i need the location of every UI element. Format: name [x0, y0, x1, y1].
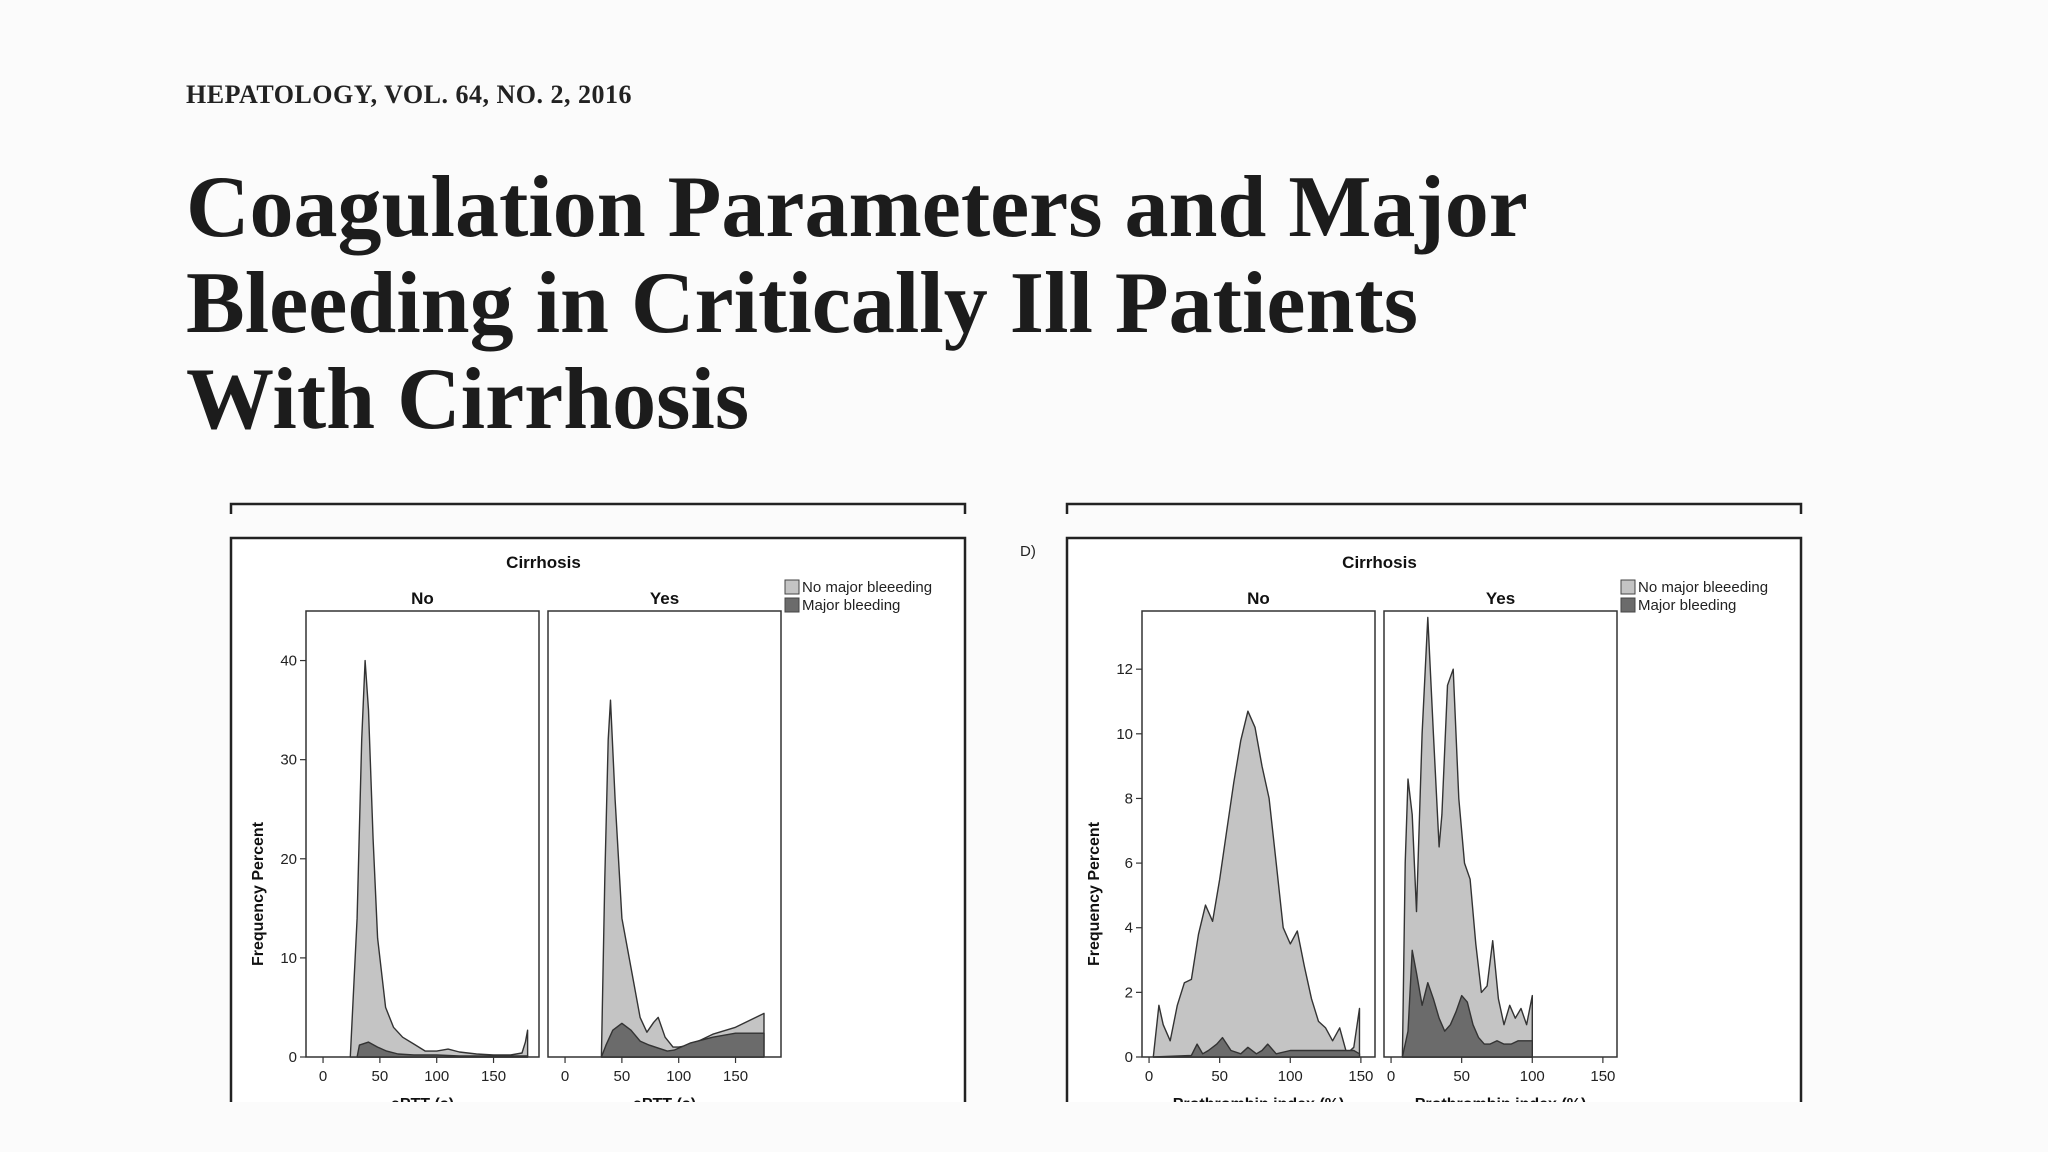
legend-swatch [1621, 598, 1635, 612]
y-tick-label: 10 [1116, 725, 1133, 743]
y-tick-label: 40 [280, 652, 297, 670]
legend-swatch [785, 598, 799, 612]
x-tick-label: 0 [318, 1068, 328, 1085]
x-tick-label: 100 [666, 1068, 692, 1085]
x-tick-label: 0 [1386, 1068, 1396, 1085]
x-tick-label: 50 [1211, 1068, 1229, 1085]
y-tick-label: 0 [288, 1049, 297, 1066]
facet-label: No [1247, 589, 1270, 608]
x-tick-label: 0 [1144, 1068, 1154, 1085]
x-tick-label: 50 [1453, 1068, 1471, 1085]
journal-header: HEPATOLOGY, VOL. 64, NO. 2, 2016 [186, 80, 632, 109]
x-tick-label: 100 [1277, 1068, 1303, 1085]
y-axis-label: Frequency Percent [250, 821, 267, 967]
facet-title: Cirrhosis [506, 553, 581, 572]
x-tick-label: 50 [613, 1068, 631, 1085]
title-line: Coagulation Parameters and Major [186, 159, 1528, 256]
figure-bracket [231, 504, 965, 514]
panel-label: D) [1020, 543, 1036, 560]
y-tick-label: 8 [1124, 790, 1133, 808]
y-axis-label: Frequency Percent [1086, 821, 1103, 967]
y-tick-label: 6 [1124, 855, 1133, 873]
y-tick-label: 10 [280, 949, 297, 967]
legend-entry: No major bleeeding [802, 579, 933, 596]
x-tick-label: 150 [723, 1068, 749, 1085]
x-tick-label: 150 [1348, 1068, 1374, 1085]
title-line: With Cirrhosis [186, 351, 750, 448]
x-tick-label: 50 [371, 1068, 389, 1085]
facet-plot-area [548, 611, 781, 1057]
facet-label: Yes [649, 589, 680, 608]
facet-plot-area [306, 611, 539, 1057]
legend-entry: Major bleeding [1638, 597, 1737, 614]
x-tick-label: 100 [1519, 1068, 1545, 1085]
y-tick-label: 12 [1116, 661, 1133, 679]
figure-bracket [1067, 504, 1801, 514]
x-tick-label: 0 [560, 1068, 570, 1085]
page-crop-edge [0, 1102, 2048, 1152]
x-tick-label: 100 [424, 1068, 450, 1085]
facet-label: No [411, 589, 434, 608]
chart-panel [231, 504, 965, 1113]
legend-entry: No major bleeeding [1638, 579, 1769, 596]
legend-swatch [1621, 580, 1635, 594]
legend-swatch [785, 580, 799, 594]
y-tick-label: 30 [280, 751, 297, 769]
legend-entry: Major bleeding [802, 597, 901, 614]
y-tick-label: 4 [1124, 919, 1133, 937]
title-line: Bleeding in Critically Ill Patients [186, 255, 1418, 352]
x-tick-label: 150 [481, 1068, 507, 1085]
y-tick-label: 20 [280, 850, 297, 868]
chart-panel [1020, 504, 1801, 1113]
facet-label: Yes [1485, 589, 1516, 608]
x-tick-label: 150 [1590, 1068, 1616, 1085]
y-tick-label: 2 [1124, 984, 1133, 1002]
facet-title: Cirrhosis [1342, 553, 1417, 572]
y-tick-label: 0 [1124, 1049, 1133, 1066]
